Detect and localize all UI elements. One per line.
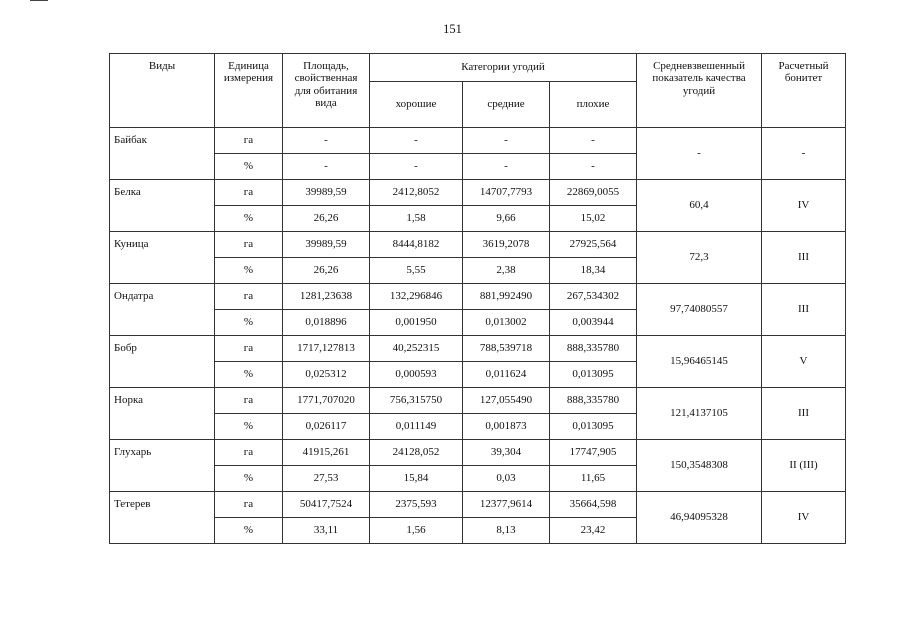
quality-cell: 60,4 (637, 180, 762, 232)
unit-cell: % (215, 258, 283, 284)
header-bonitet: Расчетный бонитет (762, 54, 846, 128)
poor-cell: 17747,905 (550, 440, 637, 466)
medium-cell: - (463, 128, 550, 154)
bonitet-cell: III (762, 388, 846, 440)
table-row-ha (110, 440, 846, 466)
area-cell: 0,025312 (283, 362, 370, 388)
area-cell: 26,26 (283, 258, 370, 284)
area-cell: 1281,23638 (283, 284, 370, 310)
good-cell: 24128,052 (370, 440, 463, 466)
table-row-ha (110, 336, 846, 362)
medium-cell: 127,055490 (463, 388, 550, 414)
header-categories: Категории угодий (370, 54, 637, 82)
bonitet-cell: II (III) (762, 440, 846, 492)
medium-cell: 788,539718 (463, 336, 550, 362)
medium-cell: 0,001873 (463, 414, 550, 440)
header-area: Площадь, свойственная для обитания вида (283, 54, 370, 128)
table-row-ha (110, 492, 846, 518)
table-row-ha (110, 180, 846, 206)
area-cell: 33,11 (283, 518, 370, 544)
species-name: Глухарь (110, 440, 215, 492)
unit-cell: % (215, 206, 283, 232)
medium-cell: 9,66 (463, 206, 550, 232)
quality-cell: 15,96465145 (637, 336, 762, 388)
unit-cell: % (215, 362, 283, 388)
species-name: Тетерев (110, 492, 215, 544)
poor-cell: 0,003944 (550, 310, 637, 336)
bonitet-cell: V (762, 336, 846, 388)
poor-cell: 27925,564 (550, 232, 637, 258)
species-name: Байбак (110, 128, 215, 180)
poor-cell: - (550, 154, 637, 180)
poor-cell: 18,34 (550, 258, 637, 284)
area-cell: 0,026117 (283, 414, 370, 440)
area-cell: - (283, 128, 370, 154)
unit-cell: % (215, 414, 283, 440)
table-row-ha (110, 232, 846, 258)
good-cell: 0,011149 (370, 414, 463, 440)
header-poor: плохие (550, 82, 637, 128)
unit-cell: га (215, 180, 283, 206)
table-row-ha (110, 128, 846, 154)
medium-cell: 0,03 (463, 466, 550, 492)
good-cell: 2375,593 (370, 492, 463, 518)
poor-cell: 0,013095 (550, 414, 637, 440)
poor-cell: 888,335780 (550, 388, 637, 414)
page-number: 151 (443, 22, 462, 36)
area-cell: 1717,127813 (283, 336, 370, 362)
quality-cell: 97,74080557 (637, 284, 762, 336)
area-cell: 39989,59 (283, 232, 370, 258)
unit-cell: га (215, 440, 283, 466)
good-cell: 756,315750 (370, 388, 463, 414)
unit-cell: % (215, 154, 283, 180)
unit-cell: га (215, 232, 283, 258)
area-cell: 27,53 (283, 466, 370, 492)
quality-cell: - (637, 128, 762, 180)
good-cell: 5,55 (370, 258, 463, 284)
habitat-table (109, 53, 846, 544)
header-good: хорошие (370, 82, 463, 128)
unit-cell: га (215, 336, 283, 362)
good-cell: 0,000593 (370, 362, 463, 388)
species-name: Куница (110, 232, 215, 284)
medium-cell: 3619,2078 (463, 232, 550, 258)
unit-cell: га (215, 492, 283, 518)
area-cell: 1771,707020 (283, 388, 370, 414)
quality-cell: 121,4137105 (637, 388, 762, 440)
good-cell: 132,296846 (370, 284, 463, 310)
good-cell: 0,001950 (370, 310, 463, 336)
bonitet-cell: IV (762, 180, 846, 232)
unit-cell: га (215, 128, 283, 154)
medium-cell: 2,38 (463, 258, 550, 284)
unit-cell: % (215, 518, 283, 544)
top-rule (30, 0, 48, 1)
good-cell: 15,84 (370, 466, 463, 492)
good-cell: - (370, 128, 463, 154)
header-medium: средние (463, 82, 550, 128)
species-name: Белка (110, 180, 215, 232)
header-quality: Средневзвешенный показатель качества угодий (637, 54, 762, 128)
bonitet-cell: III (762, 232, 846, 284)
poor-cell: 267,534302 (550, 284, 637, 310)
quality-cell: 150,3548308 (637, 440, 762, 492)
medium-cell: 0,011624 (463, 362, 550, 388)
poor-cell: 15,02 (550, 206, 637, 232)
bonitet-cell: IV (762, 492, 846, 544)
poor-cell: 888,335780 (550, 336, 637, 362)
medium-cell: 39,304 (463, 440, 550, 466)
bonitet-cell: III (762, 284, 846, 336)
good-cell: 1,58 (370, 206, 463, 232)
area-cell: 26,26 (283, 206, 370, 232)
area-cell: - (283, 154, 370, 180)
unit-cell: га (215, 284, 283, 310)
unit-cell: % (215, 310, 283, 336)
poor-cell: 11,65 (550, 466, 637, 492)
poor-cell: 23,42 (550, 518, 637, 544)
poor-cell: 22869,0055 (550, 180, 637, 206)
medium-cell: 881,992490 (463, 284, 550, 310)
unit-cell: га (215, 388, 283, 414)
good-cell: 8444,8182 (370, 232, 463, 258)
bonitet-cell: - (762, 128, 846, 180)
poor-cell: 0,013095 (550, 362, 637, 388)
species-name: Бобр (110, 336, 215, 388)
quality-cell: 46,94095328 (637, 492, 762, 544)
medium-cell: 12377,9614 (463, 492, 550, 518)
medium-cell: 0,013002 (463, 310, 550, 336)
poor-cell: 35664,598 (550, 492, 637, 518)
area-cell: 41915,261 (283, 440, 370, 466)
good-cell: 1,56 (370, 518, 463, 544)
medium-cell: 8,13 (463, 518, 550, 544)
good-cell: 40,252315 (370, 336, 463, 362)
table-body (110, 128, 846, 544)
header-species: Виды (110, 54, 215, 128)
poor-cell: - (550, 128, 637, 154)
table-row-ha (110, 388, 846, 414)
unit-cell: % (215, 466, 283, 492)
area-cell: 50417,7524 (283, 492, 370, 518)
area-cell: 0,018896 (283, 310, 370, 336)
quality-cell: 72,3 (637, 232, 762, 284)
medium-cell: - (463, 154, 550, 180)
medium-cell: 14707,7793 (463, 180, 550, 206)
header-unit: Единица измерения (215, 54, 283, 128)
species-name: Норка (110, 388, 215, 440)
area-cell: 39989,59 (283, 180, 370, 206)
good-cell: 2412,8052 (370, 180, 463, 206)
table-row-ha (110, 284, 846, 310)
good-cell: - (370, 154, 463, 180)
species-name: Ондатра (110, 284, 215, 336)
